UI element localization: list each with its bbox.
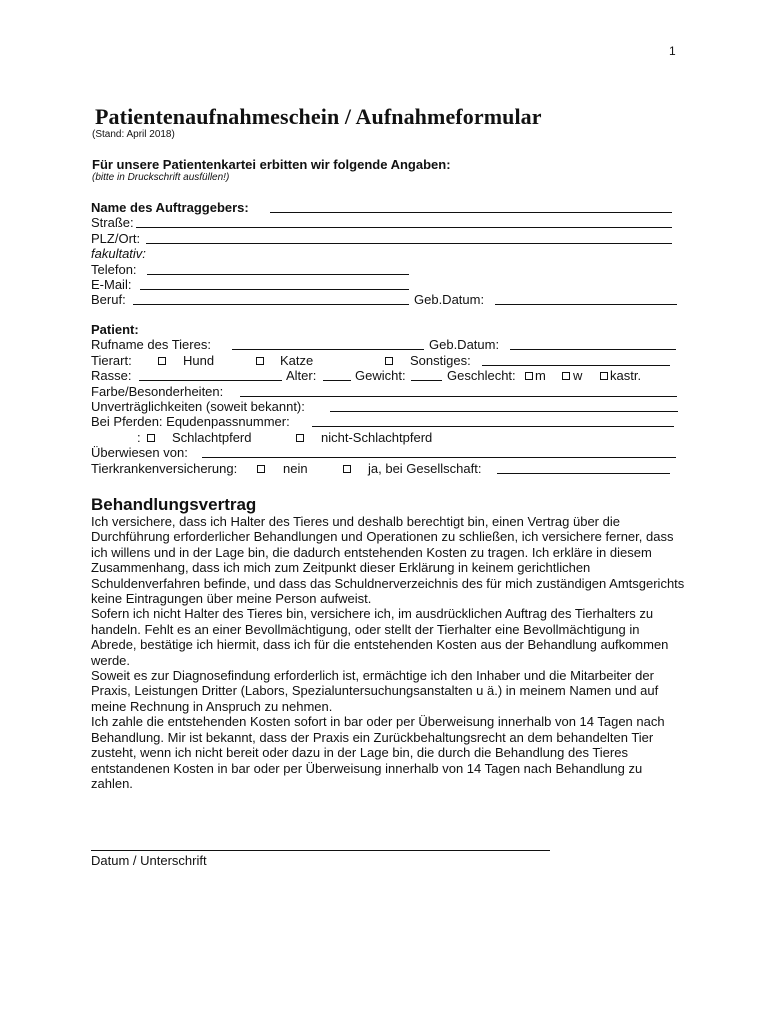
dog-checkbox[interactable] bbox=[158, 357, 166, 365]
neutered-label: kastr. bbox=[610, 368, 642, 384]
color-label: Farbe/Besonderheiten: bbox=[91, 383, 224, 399]
intolerance-label: Unverträglichkeiten (soweit bekannt): bbox=[91, 398, 305, 414]
referred-field[interactable] bbox=[202, 445, 676, 458]
optional-label: fakultativ: bbox=[91, 246, 146, 262]
intro-note: (bitte in Druckschrift ausfüllen!) bbox=[92, 172, 230, 183]
pet-name-label: Rufname des Tieres: bbox=[91, 337, 211, 353]
street-label: Straße: bbox=[91, 215, 134, 231]
city-field[interactable] bbox=[146, 231, 672, 244]
slaughter-label: Schlachtpferd bbox=[172, 429, 252, 445]
insurance-yes-checkbox[interactable] bbox=[343, 465, 351, 473]
phone-label: Telefon: bbox=[91, 261, 137, 277]
color-field[interactable] bbox=[240, 384, 677, 397]
other-field[interactable] bbox=[482, 353, 670, 366]
horse-passport-label: Bei Pferden: Equdenpassnummer: bbox=[91, 414, 290, 430]
species-label: Tierart: bbox=[91, 352, 132, 368]
email-label: E-Mail: bbox=[91, 276, 132, 292]
client-birth-field[interactable] bbox=[495, 292, 677, 305]
city-label: PLZ/Ort: bbox=[91, 230, 141, 246]
page-number: 1 bbox=[669, 44, 676, 58]
contract-text bbox=[91, 514, 686, 791]
male-label: m bbox=[535, 368, 546, 384]
pet-birth-field[interactable] bbox=[510, 337, 676, 350]
cat-checkbox[interactable] bbox=[256, 357, 264, 365]
weight-label: Gewicht: bbox=[355, 368, 406, 384]
referred-label: Überwiesen von: bbox=[91, 445, 188, 461]
female-label: w bbox=[573, 368, 583, 384]
slaughter-checkbox[interactable] bbox=[147, 434, 155, 442]
contract-paragraph: Ich versichere, dass ich Halter des Tieres und deshalb berechtigt bin, einen Vertrag über die Durchführung erforderlicher Behandlungen und Operationen zu schließen, ich versichere ferner, dass ich willens und in der Lage bin, die dadurch entstehenden Kosten zu tragen. Ich erkläre in diesem Zusammenhang, dass ich mich zum Zeitpunkt dieser Erklärung in keinem gerichtlichen Schuldenverfahren befinde, und dass das Schuldnerverzeichnis des für mich zuständigen Amtsgerichts keine Eintragungen über meine Person aufweist. bbox=[91, 514, 685, 607]
contract-heading: Behandlungsvertrag bbox=[91, 495, 257, 514]
street-field[interactable] bbox=[136, 215, 672, 228]
dog-label: Hund bbox=[183, 352, 215, 368]
signature-label: Datum / Unterschrift bbox=[91, 853, 207, 868]
neutered-checkbox[interactable] bbox=[600, 372, 608, 380]
client-section bbox=[91, 200, 485, 308]
insurance-no-checkbox[interactable] bbox=[257, 465, 265, 473]
contract-paragraph: Sofern ich nicht Halter des Tieres bin, versichere ich, im ausdrücklichen Auftrag des Tierhalters zu handeln. Fehlt es an einer Bevollmächtigung, oder stellt der Tierhalter eine Bevollmächtigung in Abrede, bestätige ich hiermit, dass ich für die entstehenden Kosten aus der Behandlung aufkommen werde. bbox=[91, 606, 669, 668]
other-label: Sonstiges: bbox=[410, 352, 471, 368]
insurance-company-field[interactable] bbox=[497, 461, 670, 474]
sex-label: Geschlecht: bbox=[447, 368, 516, 384]
age-field[interactable] bbox=[323, 368, 351, 381]
insurance-yes-label: ja, bei Gesellschaft: bbox=[368, 460, 482, 476]
pet-birth-label: Geb.Datum: bbox=[429, 337, 500, 353]
weight-field[interactable] bbox=[411, 368, 442, 381]
non-slaughter-label: nicht-Schlachtpferd bbox=[321, 429, 433, 445]
breed-field[interactable] bbox=[139, 368, 282, 381]
insurance-no-label: nein bbox=[283, 460, 308, 476]
email-field[interactable] bbox=[140, 277, 409, 290]
other-checkbox[interactable] bbox=[385, 357, 393, 365]
patient-section bbox=[91, 322, 642, 476]
signature-field[interactable] bbox=[91, 850, 550, 851]
intro-heading: Für unsere Patientenkartei erbitten wir folgende Angaben: bbox=[92, 157, 451, 172]
client-name-field[interactable] bbox=[270, 200, 672, 213]
client-name-label: Name des Auftraggebers: bbox=[91, 200, 249, 215]
insurance-label: Tierkrankenversicherung: bbox=[91, 460, 238, 476]
client-birth-label: Geb.Datum: bbox=[414, 292, 485, 308]
job-field[interactable] bbox=[133, 292, 409, 305]
slaughter-prefix: : bbox=[137, 429, 141, 445]
patient-heading: Patient: bbox=[91, 322, 139, 337]
pet-name-field[interactable] bbox=[232, 337, 424, 350]
male-checkbox[interactable] bbox=[525, 372, 533, 380]
breed-label: Rasse: bbox=[91, 368, 132, 384]
age-label: Alter: bbox=[286, 368, 317, 384]
contract-paragraph: Ich zahle die entstehenden Kosten sofort in bar oder per Überweisung innerhalb von 14 Tagen nach Behandlung. Mir ist bekannt, dass der Praxis ein Zurückbehaltungsrecht an dem behandelten Tier zusteht, wenn ich nicht bereit oder dazu in der Lage bin, die durch die Behandlung des Tieres entstandenen Kosten in bar oder per Überweisung innerhalb von 14 Tagen nach Behandlung zu zahlen. bbox=[91, 714, 665, 791]
horse-passport-field[interactable] bbox=[312, 414, 674, 427]
female-checkbox[interactable] bbox=[562, 372, 570, 380]
version-note: (Stand: April 2018) bbox=[92, 129, 175, 140]
contract-paragraph: Soweit es zur Diagnosefindung erforderlich ist, ermächtige ich den Inhaber und die Mitarbeiter der Praxis, Leistungen Dritter (Labors, Spezialuntersuchungsanstalten u ä.) in meinem Namen und auf meine Rechnung in Anspruch zu nehmen. bbox=[91, 668, 659, 714]
intolerance-field[interactable] bbox=[330, 399, 678, 412]
non-slaughter-checkbox[interactable] bbox=[296, 434, 304, 442]
page-title: Patientenaufnahmeschein / Aufnahmeformular bbox=[95, 104, 542, 129]
job-label: Beruf: bbox=[91, 292, 126, 308]
phone-field[interactable] bbox=[147, 262, 409, 275]
cat-label: Katze bbox=[280, 352, 314, 368]
